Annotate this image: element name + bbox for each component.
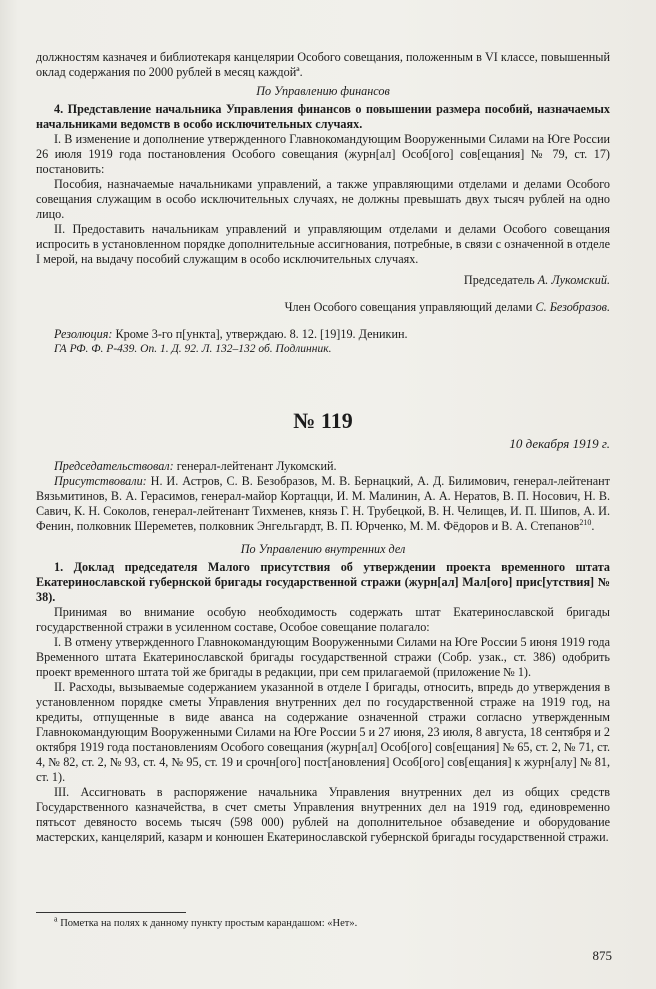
document-number: № 119	[293, 408, 353, 433]
section-title-finance: По Управлению финансов	[256, 84, 390, 98]
carryover-paragraph: должностям казначея и библиотекаря канцелярии Особого совещания, положенным в VI классе, повышенный оклад содержания по 2000 рублей в месяц каждойª.	[36, 50, 610, 79]
item-4-paragraph-2: Пособия, назначаемые начальниками управлений, а также управляющими отделами и делами Особого совещания служащим в особо исключительных случаях, не должны превышать двух тысяч рублей на одно лицо.	[36, 177, 610, 221]
item-4-paragraph-1: I. В изменение и дополнение утвержденного Главнокомандующим Вооруженными Силами на Юге России 26 июля 1919 года постановления Особого совещания (журн[ал] Особ[ого] сов[ещания] № 79, ст. 17) постановить:	[36, 132, 610, 176]
item-1-paragraph-2: I. В отмену утвержденного Главнокомандующим Вооруженными Силами на Юге России 5 июня 1919 года Временного штата Екатеринославской бригады государственной стражи (Собр. узак., ст. 386) одобрить проект временного штата той же бригады в редакции, при сем прилагаемой (приложение № 1).	[36, 635, 610, 679]
footnote	[36, 914, 610, 930]
footnote-divider	[36, 912, 186, 913]
footnote-mark: а	[54, 914, 58, 924]
footnote-text: Пометка на полях к данному пункту простым карандашом: «Нет».	[57, 918, 358, 929]
page-number: 875	[592, 948, 612, 963]
footnote-ref-210: 210	[579, 517, 592, 527]
document-119	[36, 408, 610, 845]
item-1-paragraph-3: II. Расходы, вызываемые содержанием указанной в отделе I бригады, относить, впредь до утверждения в установленном порядке сметы Управления внутренних дел по государственной страже на 1919 год, на кредиты, отпущенные в виде аванса на содержание означенной стражи согласно утвержденным Главнокомандующим Вооруженными Силами на Юге России 5 и 27 июня, 23 июля, 8 августа, 18 сентября и 2 октября 1919 года постановлениям Особого совещания (журн[ал] Особ[ого] сов[ещания] № 65, ст. 2, № 71, ст. 4, № 82, ст. 2, № 93, ст. 4, № 95, ст. 19 и срочн[ого] пост[ановления] Особ[ого] сов[ещания] к журн[алу] № 81, ст. 1).	[36, 680, 610, 784]
archive-reference: ГА РФ. Ф. Р-439. Оп. 1. Д. 92. Л. 132–132 об. Подлинник.	[54, 343, 332, 356]
item-1-paragraph-4: III. Ассигновать в распоряжение начальника Управления внутренних дел из общих средств Государственного казначейства, в счет сметы Управления внутренних дел на 1919 год, единовременно пятьсот девяносто восемь тысяч (598 000) рублей на дополнительное обзаведение и оборудование мастерских, канцелярий, казарм и конюшен Екатеринославской губернской бригады государственной стражи.	[36, 785, 610, 844]
item-4-paragraph-3: II. Предоставить начальникам управлений и управляющим отделами и делами Особого совещания испросить в установленном порядке дополнительные ассигнования, потребные, в связи с означенной в отделе I мерой, на выдачу пособий служащим в особо исключительных случаях.	[36, 222, 610, 266]
secretary-signature: Член Особого совещания управляющий делами С. Безобразов.	[284, 300, 610, 315]
item-4-heading: 4. Представление начальника Управления финансов о повышении размера пособий, назначаемых начальниками ведомств в особо исключительных случаях.	[36, 102, 610, 131]
chair-line: Председательствовал: генерал-лейтенант Лукомский.	[54, 459, 337, 473]
attendees-paragraph: Присутствовали: Н. И. Астров, С. В. Безобразов, М. В. Бернацкий, А. Д. Билимович, генерал-лейтенант Вязьмитинов, В. А. Герасимов, генерал-майор Кортацци, И. М. Малинин, А. А. Нератов, В. П. Носович, Н. В. Савич, К. Н. Соколов, генерал-лейтенант Тихменев, князь Г. Н. Трубецкой, В. Н. Челищев, И. П. Шипов, А. И. Фенин, полковник Шереметев, полковник Энгельгардт, В. П. Юрченко, М. М. Фёдоров и В. А. Степанов$^{210}$.	[36, 474, 610, 533]
section-title-interior: По Управлению внутренних дел	[240, 542, 406, 556]
item-1-paragraph-1: Принимая во внимание особую необходимость содержать штат Екатеринославской бригады государственной стражи в усиленном составе, Особое совещание полагало:	[36, 605, 610, 634]
document-date: 10 декабря 1919 г.	[509, 436, 610, 451]
resolution: Резолюция: Кроме 3-го п[ункта], утверждаю. 8. 12. [19]19. Деникин.	[54, 327, 408, 342]
item-1-heading: 1. Доклад председателя Малого присутствия об утверждении проекта временного штата Екатеринославской губернской бригады государственной стражи (журн[ал] Мал[ого] прис[утствия] № 38).	[36, 560, 610, 604]
block-previous-document	[36, 50, 610, 357]
chair-signature: Председатель А. Лукомский.	[463, 273, 610, 287]
